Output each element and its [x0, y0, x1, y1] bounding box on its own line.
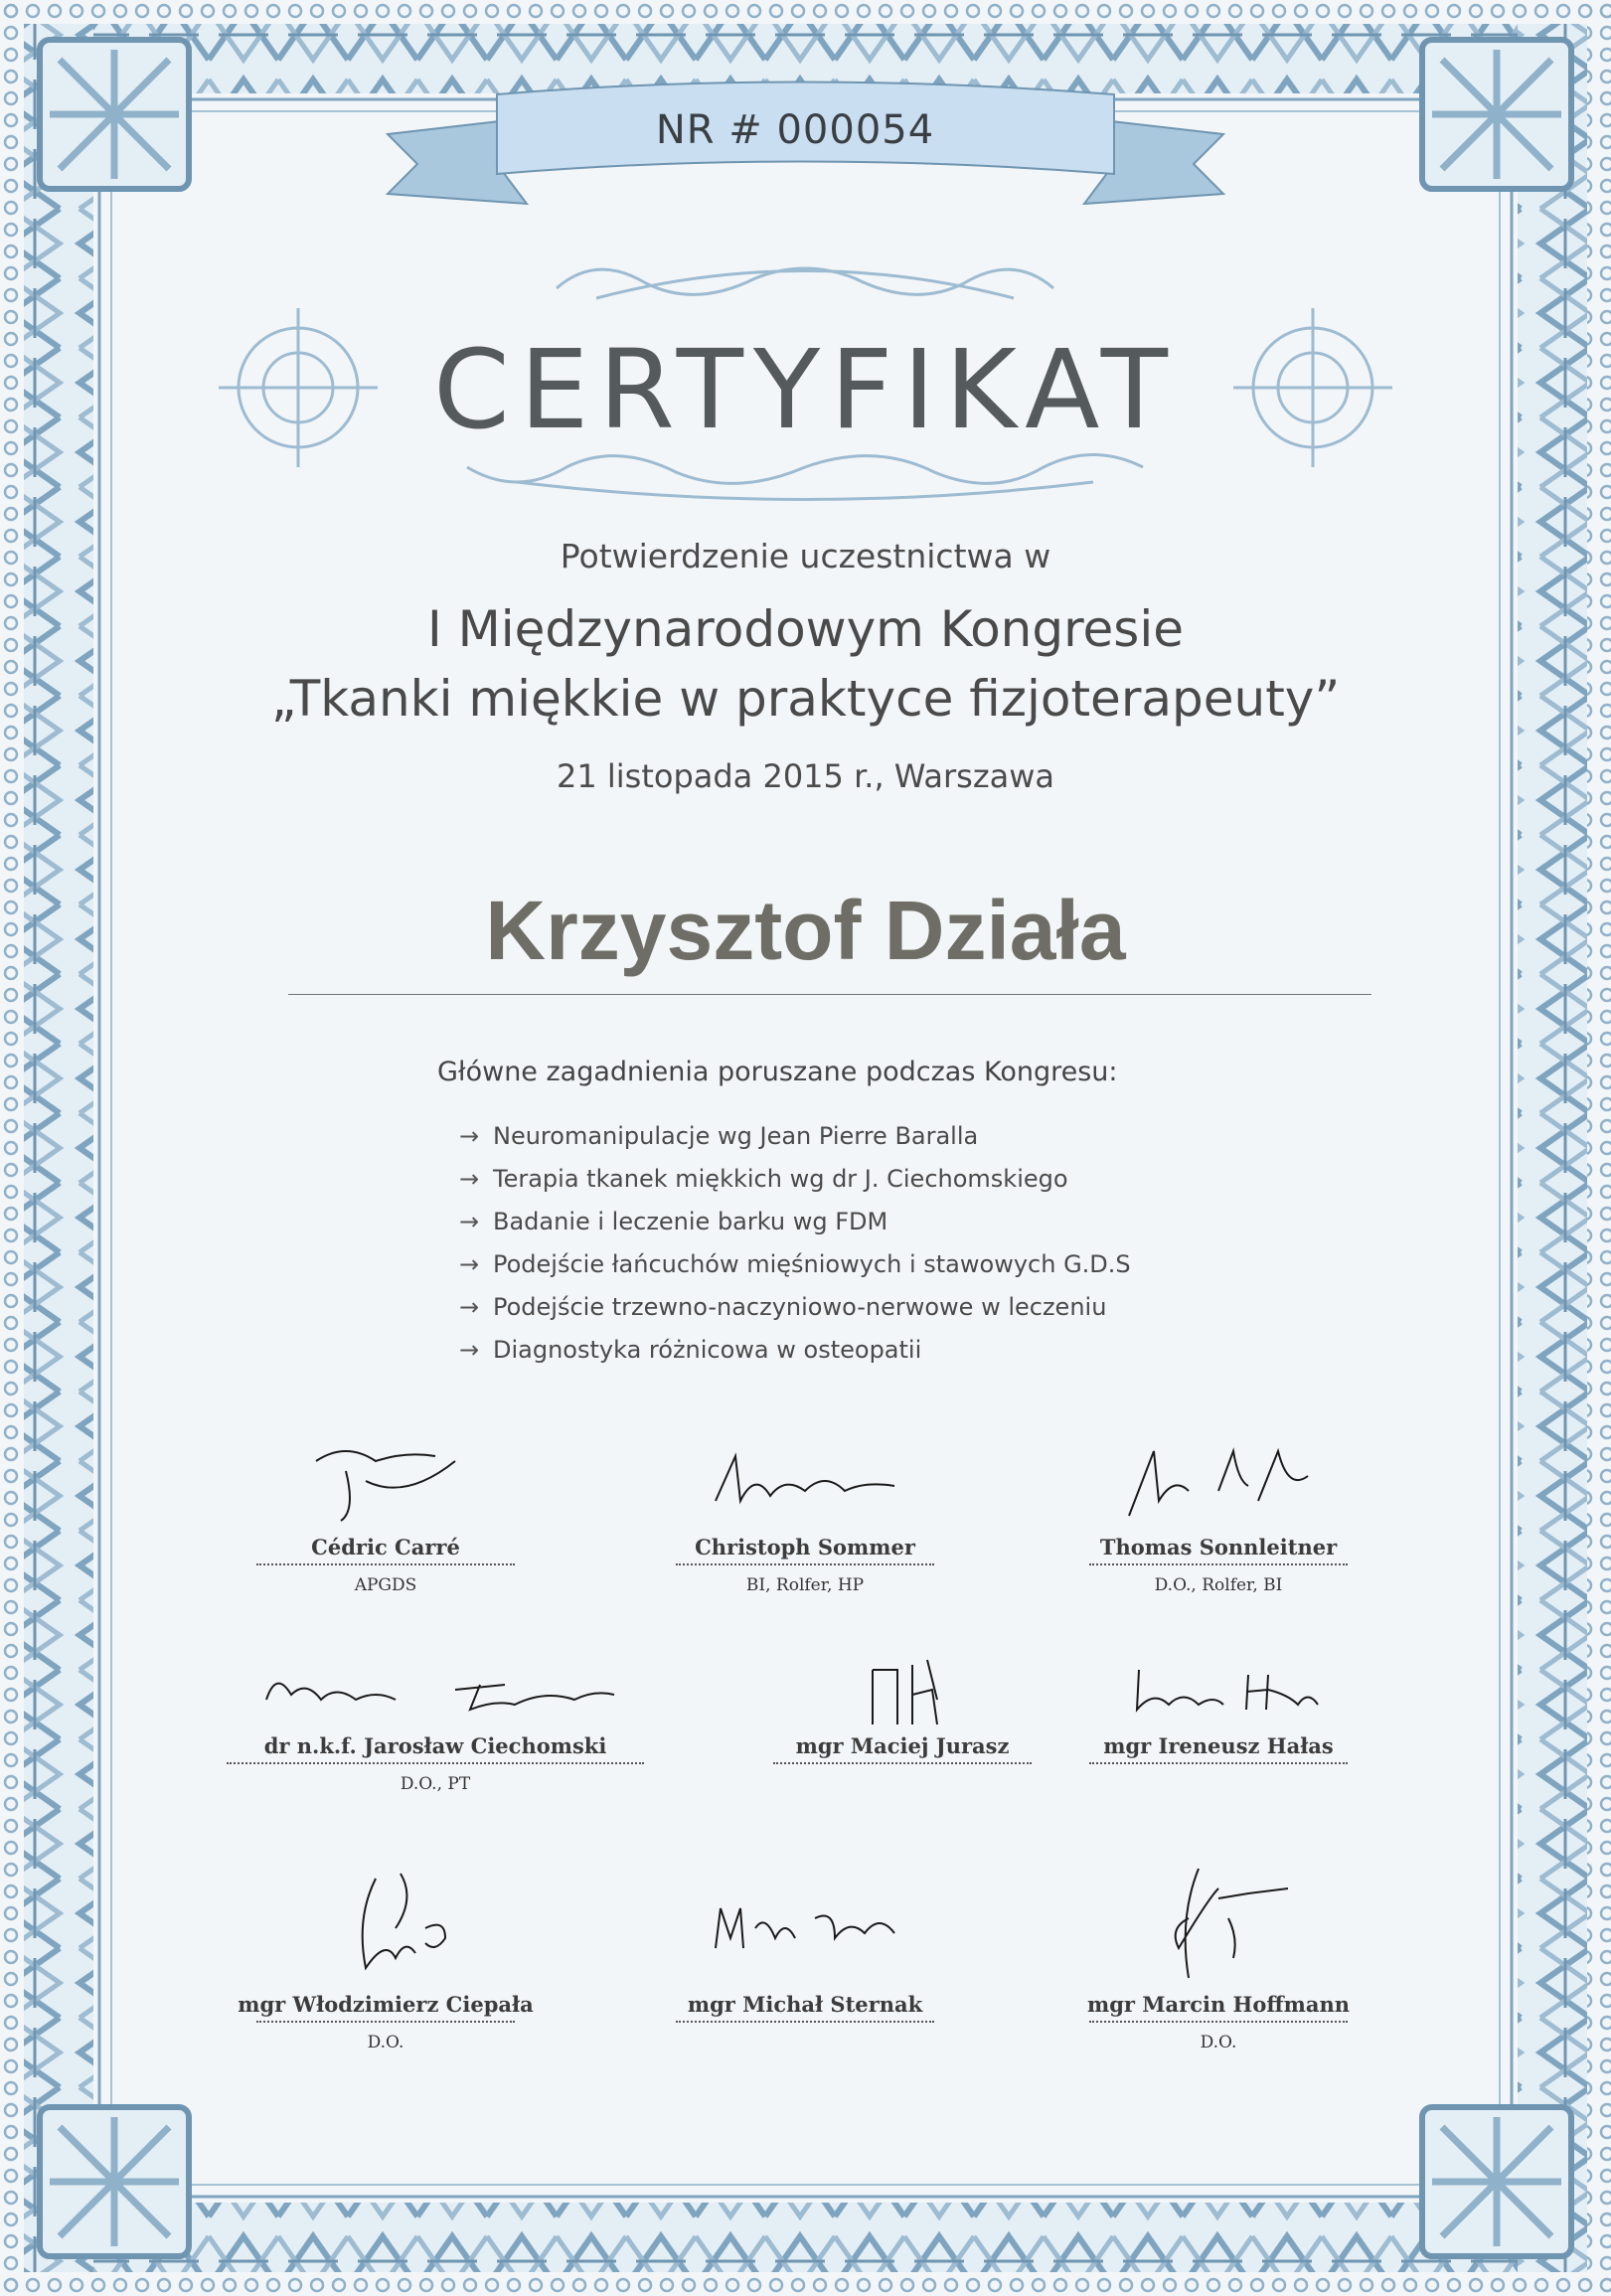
- handwritten-signature: [1109, 1650, 1328, 1729]
- signatory-name: Thomas Sonnleitner: [1099, 1535, 1338, 1559]
- topics-heading: Główne zagadnienia poruszane podczas Kongresu:: [437, 1057, 1118, 1087]
- signature-block: [1059, 1650, 1377, 1774]
- handwritten-signature: [1109, 1431, 1328, 1531]
- arrow-right-icon: →: [459, 1208, 480, 1235]
- arrow-right-icon: →: [459, 1165, 480, 1193]
- signature-line: [676, 2021, 934, 2023]
- arrow-right-icon: →: [459, 1250, 480, 1278]
- signature-line: [676, 1563, 934, 1565]
- signature-line: [773, 1762, 1032, 1764]
- signature-block: [743, 1650, 1061, 1774]
- list-item: → Badanie i leczenie barku wg FDM: [459, 1201, 1131, 1243]
- signatory-name: Cédric Carré: [311, 1535, 460, 1559]
- signature-line: [1089, 1762, 1348, 1764]
- signatory-name: mgr Michał Sternak: [687, 1992, 923, 2017]
- handwritten-signature: [843, 1650, 962, 1729]
- handwritten-signature: [286, 1431, 485, 1531]
- signatory-name: dr n.k.f. Jarosław Ciechomski: [263, 1733, 607, 1758]
- participation-confirmation: Potwierdzenie uczestnictwa w: [560, 537, 1051, 575]
- list-item: → Diagnostyka różnicowa w osteopatii: [459, 1329, 1131, 1372]
- signatory-title: D.O., Rolfer, BI: [1154, 1575, 1283, 1595]
- signature-line: [227, 1762, 644, 1764]
- signatory-name: mgr Ireneusz Hałas: [1103, 1733, 1334, 1758]
- signature-block: [227, 1650, 644, 1794]
- signature-block: [1059, 1859, 1377, 2052]
- signature-block: [1059, 1431, 1377, 1595]
- list-item: → Podejście łańcuchów mięśniowych i stawowych G.D.S: [459, 1243, 1131, 1286]
- handwritten-signature: [296, 1859, 475, 1988]
- topics-list: [459, 1115, 1131, 1372]
- congress-name: I Międzynarodowym Kongresie: [426, 600, 1185, 658]
- handwritten-signature: [686, 1859, 924, 1988]
- recipient-name: Krzysztof Działa: [485, 884, 1126, 977]
- congress-subtitle: „Tkanki miękkie w praktyce fizjoterapeuty”: [270, 670, 1341, 728]
- recipient-underline: [288, 994, 1371, 995]
- date-and-place: 21 listopada 2015 r., Warszawa: [556, 757, 1055, 795]
- arrow-right-icon: →: [459, 1293, 480, 1321]
- signatory-name: mgr Marcin Hoffmann: [1087, 1992, 1350, 2017]
- signatory-name: Christoph Sommer: [695, 1535, 915, 1559]
- handwritten-signature: [696, 1431, 914, 1531]
- arrow-right-icon: →: [459, 1336, 480, 1364]
- list-item: → Podejście trzewno-naczyniowo-nerwowe w leczeniu: [459, 1286, 1131, 1329]
- handwritten-signature: [246, 1650, 624, 1729]
- signature-block: [646, 1431, 964, 1595]
- signature-line: [1089, 2021, 1348, 2023]
- signature-line: [256, 2021, 515, 2023]
- signatory-title: D.O.: [1200, 2033, 1237, 2052]
- signatory-name: mgr Maciej Jurasz: [795, 1733, 1010, 1758]
- signature-line: [256, 1563, 515, 1565]
- signatory-title: BI, Rolfer, HP: [745, 1575, 865, 1595]
- handwritten-signature: [1109, 1859, 1328, 1988]
- signature-line: [1089, 1563, 1348, 1565]
- list-item: → Neuromanipulacje wg Jean Pierre Baralla: [459, 1115, 1131, 1158]
- arrow-right-icon: →: [459, 1122, 480, 1150]
- signatory-name: mgr Włodzimierz Ciepała: [238, 1992, 534, 2017]
- signatory-title: APGDS: [354, 1575, 417, 1595]
- list-item: → Terapia tkanek miękkich wg dr J. Ciechomskiego: [459, 1158, 1131, 1201]
- signatory-title: D.O., PT: [400, 1774, 471, 1794]
- certificate-serial-number: NR # 000054: [655, 107, 935, 153]
- signatory-title: D.O.: [367, 2033, 404, 2052]
- signature-block: [646, 1859, 964, 2033]
- certificate-title: CERTYFIKAT: [433, 326, 1178, 453]
- signature-block: [227, 1859, 545, 2052]
- signature-block: [227, 1431, 545, 1595]
